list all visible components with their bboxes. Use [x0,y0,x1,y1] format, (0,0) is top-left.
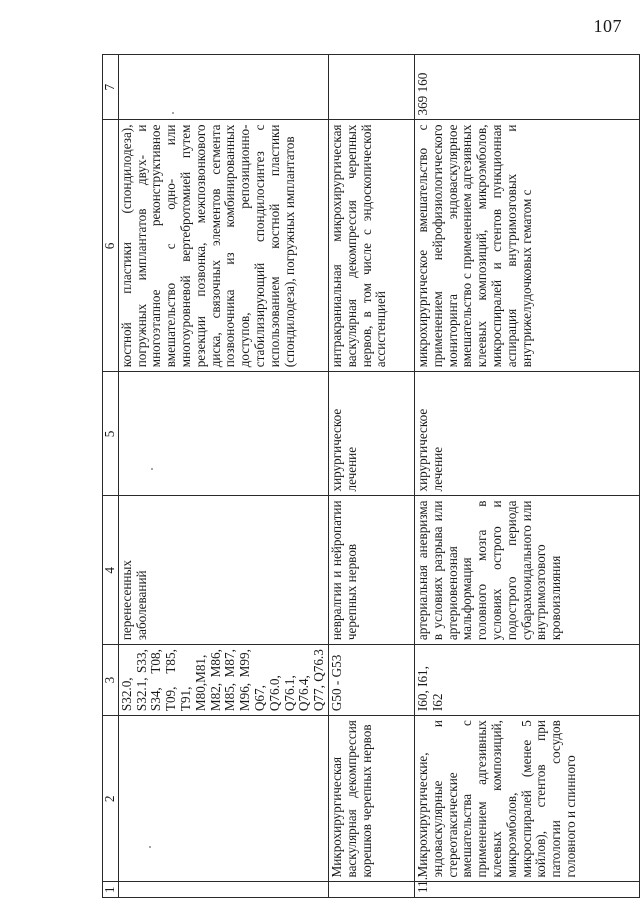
row-procedure-name [118,716,328,882]
scan-speck [149,846,151,848]
row-cost [328,55,414,121]
row-method: микрохирургическое вмешательство с применением нейрофизиологического мониторинга эндоваскулярное вмешательство с применением адгезивных клеевых композиций, микроэмболов, микроспиралей и стентов пункционная аспирация внутримозговых и внутрижелудочковых гематом с [414,120,639,372]
rotated-table-container [102,54,617,898]
table-row [414,55,639,898]
row-diagnosis: невралгии и нейропатии черепных нервов [328,496,414,645]
row-number [118,882,328,898]
header-col-2: 2 [103,716,119,882]
row-cost [118,55,328,121]
row-icd-codes: S32.0, S32.1, S33, S34, T08, T09, T85, T91, M80,M81, M82, M86, M85, M87, M96, M99, Q67, Q76.0, Q76.1, Q76.4, Q77, Q76.3 [118,645,328,716]
row-treatment-type: хирургическое лечение [414,372,639,496]
row-number: 11. [414,882,639,898]
header-col-7: 7 [103,55,119,121]
row-diagnosis: перенесенных заболеваний [118,496,328,645]
row-number [328,882,414,898]
header-col-5: 5 [103,372,119,496]
row-procedure-name: Микрохирургические, эндоваскулярные и стереотаксические вмешательства с применением адгезивных клеевых композиций, микроэмболов, микроспиралей (менее 5 койлов), стентов при патологии сосудов головного и спинного [414,716,639,882]
scan-speck [172,112,174,114]
table-row [328,55,414,898]
page-number: 107 [593,16,622,36]
row-icd-codes: G50 - G53 [328,645,414,716]
row-procedure-name: Микрохирургическая васкулярная декомпрессия корешков черепных нервов [328,716,414,882]
table-header-row [103,55,119,898]
header-col-3: 3 [103,645,119,716]
row-method: костной пластики (спондилодеза), погружных имплантатов двух- и многоэтапное реконструктивное вмешательство с одно- или многоуровневой вертебротомией путем резекции позвонка, межпозвонкового диска, связочных элементов сегмента позвоночника из комбинированных доступов, репозиционно-стабилизирующий спондилосинтез с использованием костной пластики (спондилодеза), погружных имплантатов [118,120,328,372]
medical-services-table [102,54,640,898]
row-cost: 369 160 [414,55,639,121]
header-col-4: 4 [103,496,119,645]
row-diagnosis: артериальная аневризма в условиях разрыва или артериовенозная мальформация головного мозга в условиях острого и подострого периода субарахноидального или внутримозгового кровоизлияния [414,496,639,645]
row-icd-codes: I60, I61, I62 [414,645,639,716]
header-col-6: 6 [103,120,119,372]
row-treatment-type [118,372,328,496]
table-row [118,55,328,898]
scan-speck [151,468,153,470]
row-treatment-type: хирургическое лечение [328,372,414,496]
row-method: интракраниальная микрохирургическая васкулярная декомпрессия черепных нервов, в том числе с эндоскопической ассистенцией [328,120,414,372]
header-col-1: 1 [103,882,119,898]
